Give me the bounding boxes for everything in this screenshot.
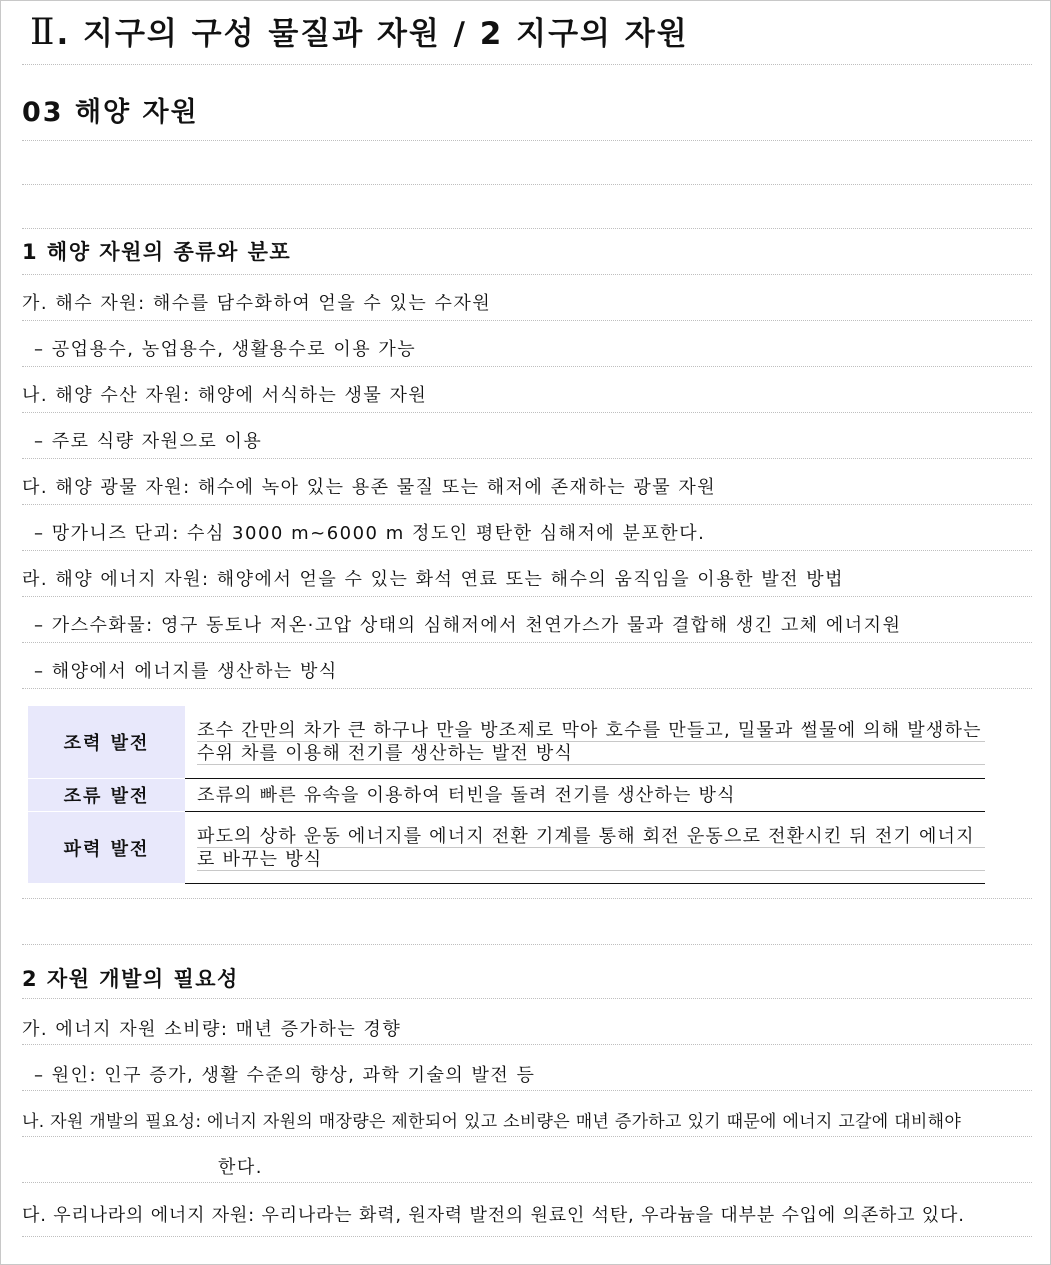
part1-line-c-detail: – 망가니즈 단괴: 수심 3000 m~6000 m 정도인 평탄한 심해저에 분포한다. <box>34 523 706 544</box>
part1-line-d-detail-1: – 가스수화물: 영구 동토나 저온·고압 상태의 심해저에서 천연가스가 물과 결합해 생긴 고체 에너지원 <box>34 615 902 636</box>
table-row-desc <box>185 812 985 884</box>
rule-line <box>22 1044 1032 1045</box>
part2-line-c: 다. 우리나라의 에너지 자원: 우리나라는 화력, 원자력 발전의 원료인 석탄, 우라늄을 대부분 수입에 의존하고 있다. <box>22 1205 965 1226</box>
part2-line-a: 가. 에너지 자원 소비량: 매년 증가하는 경향 <box>22 1019 402 1040</box>
rule-line <box>22 1090 1032 1091</box>
table-row-desc-text: 파도의 상하 운동 에너지를 에너지 전환 기계를 통해 회전 운동으로 전환시킨 뒤 전기 에너지로 바꾸는 방식 <box>197 825 985 871</box>
table-row <box>28 779 985 812</box>
rule-line <box>22 458 1032 459</box>
part1-line-b: 나. 해양 수산 자원: 해양에 서식하는 생물 자원 <box>22 385 428 406</box>
rule-line <box>22 184 1032 185</box>
chapter-heading <box>30 8 689 53</box>
rule-line <box>22 688 1032 689</box>
rule-line <box>22 596 1032 597</box>
rule-line <box>22 998 1032 999</box>
part2-line-a-detail: – 원인: 인구 증가, 생활 수준의 향상, 과학 기술의 발전 등 <box>34 1065 536 1086</box>
table-row-desc-text: 조수 간만의 차가 큰 하구나 만을 방조제로 막아 호수를 만들고, 밀물과 썰물에 의해 발생하는 수위 차를 이용해 전기를 생산하는 발전 방식 <box>197 719 985 765</box>
part1-line-c: 다. 해양 광물 자원: 해수에 녹아 있는 용존 물질 또는 해저에 존재하는 광물 자원 <box>22 477 717 498</box>
table-row-name: 조류 발전 <box>28 779 185 812</box>
part2-line-b: 나. 자원 개발의 필요성: 에너지 자원의 매장량은 제한되어 있고 소비량은 매년 증가하고 있기 때문에 에너지 고갈에 대비해야 <box>22 1112 962 1132</box>
part1-title: 1 해양 자원의 종류와 분포 <box>22 240 292 264</box>
part2-line-b-cont: 한다. <box>218 1157 263 1178</box>
table-row-name: 파력 발전 <box>28 812 185 884</box>
table-row-name: 조력 발전 <box>28 706 185 779</box>
ocean-power-table <box>28 706 985 884</box>
part2-title: 2 자원 개발의 필요성 <box>22 967 239 991</box>
section-title: 03 해양 자원 <box>22 97 199 128</box>
rule-line <box>22 64 1032 65</box>
rule-line <box>22 274 1032 275</box>
rule-line <box>22 1236 1032 1237</box>
table-row <box>28 812 985 884</box>
table-row-desc <box>185 706 985 779</box>
table-row-desc-text: 조류의 빠른 유속을 이용하여 터빈을 돌려 전기를 생산하는 방식 <box>197 784 736 806</box>
chapter-title: . 지구의 구성 물질과 자원 / 2 지구의 자원 <box>56 16 689 52</box>
part1-line-b-detail: – 주로 식량 자원으로 이용 <box>34 431 263 452</box>
rule-line <box>22 228 1032 229</box>
rule-line <box>22 504 1032 505</box>
chapter-roman-numeral: Ⅱ <box>30 12 57 53</box>
part1-line-d: 라. 해양 에너지 자원: 해양에서 얻을 수 있는 화석 연료 또는 해수의 움직임을 이용한 발전 방법 <box>22 569 844 590</box>
rule-line <box>22 944 1032 945</box>
rule-line <box>22 1182 1032 1183</box>
part1-line-d-detail-2: – 해양에서 에너지를 생산하는 방식 <box>34 661 338 682</box>
rule-line <box>22 642 1032 643</box>
table-row <box>28 706 985 779</box>
part1-line-a: 가. 해수 자원: 해수를 담수화하여 얻을 수 있는 수자원 <box>22 293 492 314</box>
rule-line <box>22 140 1032 141</box>
rule-line <box>22 412 1032 413</box>
table-row-desc <box>185 779 985 812</box>
rule-line <box>22 366 1032 367</box>
rule-line <box>22 550 1032 551</box>
rule-line <box>22 898 1032 899</box>
part1-line-a-detail: – 공업용수, 농업용수, 생활용수로 이용 가능 <box>34 339 417 360</box>
rule-line <box>22 320 1032 321</box>
rule-line <box>22 1136 1032 1137</box>
